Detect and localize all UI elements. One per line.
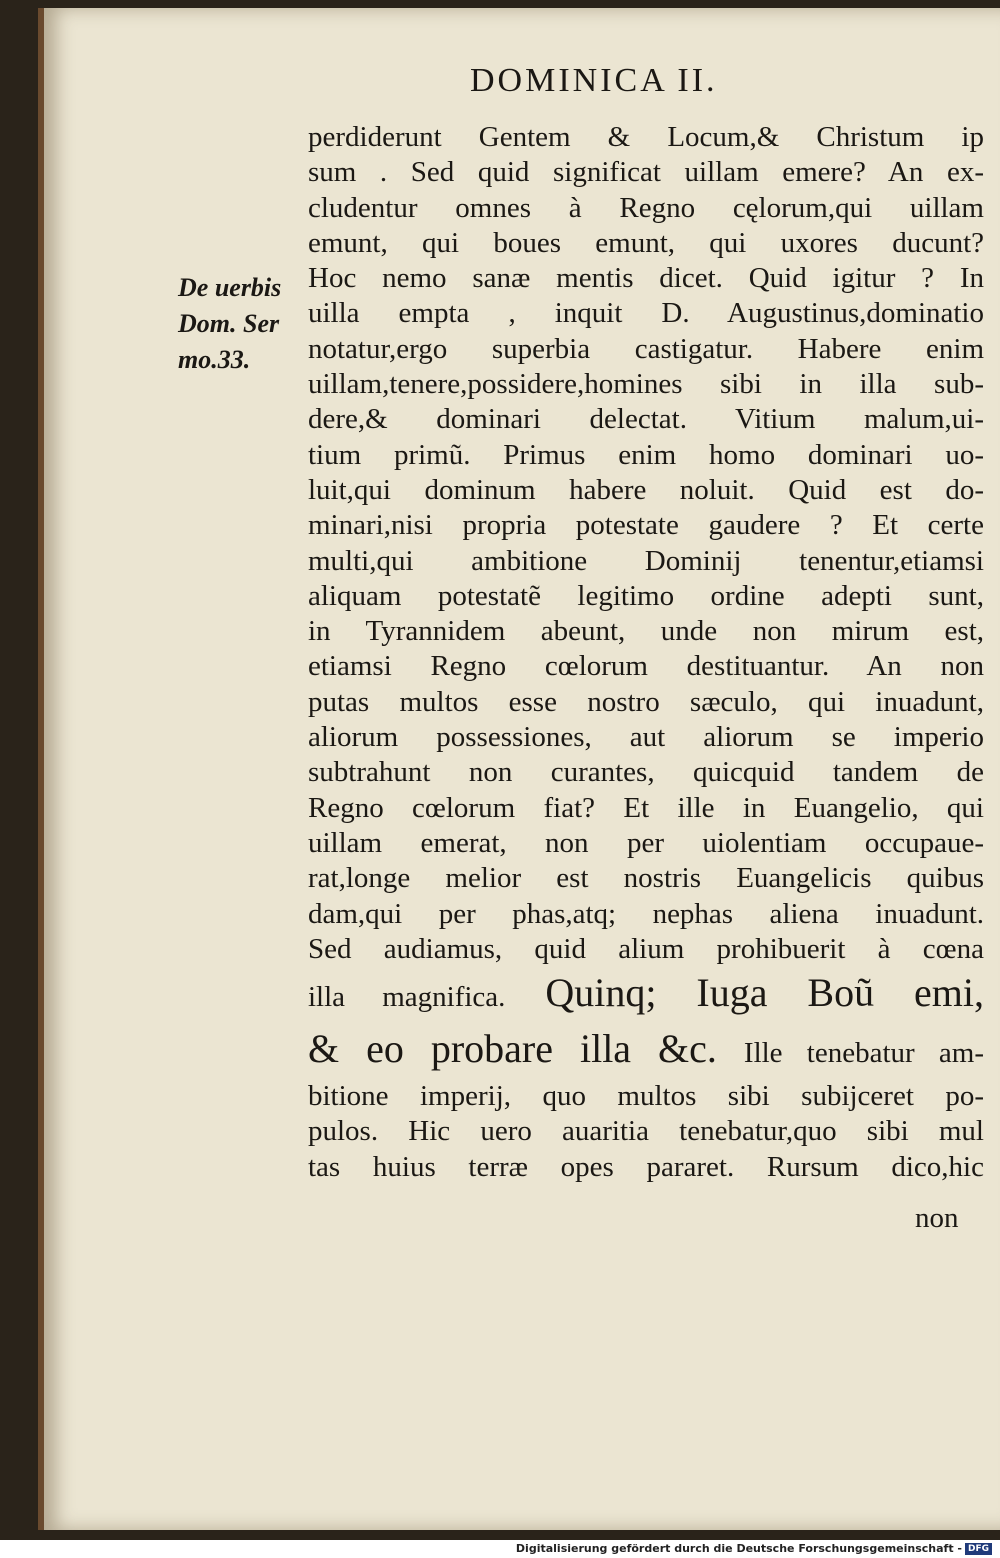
text-line: dere,& dominari delectat. Vitium malum,ui- bbox=[308, 403, 984, 436]
text-line: Regno cœlorum fiat? Et ille in Euangelio, qui bbox=[308, 791, 984, 824]
scripture-quote: & eo probare illa &c. bbox=[308, 1026, 717, 1072]
text-line: cludentur omnes à Regno cęlorum,qui uillam bbox=[308, 191, 984, 224]
text-line: in Tyrannidem abeunt, unde non mirum est, bbox=[308, 615, 984, 648]
text-line: notatur,ergo superbia castigatur. Habere enim bbox=[308, 332, 984, 365]
text-line: aliquam potestatẽ legitimo ordine adepti sunt, bbox=[308, 579, 984, 612]
text-line-mixed bbox=[308, 1023, 984, 1079]
margin-note bbox=[178, 270, 308, 378]
dfg-logo-icon: DFG bbox=[965, 1543, 992, 1555]
text-line: dam,qui per phas,atq; nephas aliena inuadunt. bbox=[308, 897, 984, 930]
text-line: sum . Sed quid significat uillam emere? An ex- bbox=[308, 156, 984, 189]
text-line: pulos. Hic uero auaritia tenebatur,quo sibi mul bbox=[308, 1115, 984, 1148]
footer-text bbox=[516, 1540, 992, 1558]
text-line: tium primũ. Primus enim homo dominari uo- bbox=[308, 438, 984, 471]
text-fragment: illa magnifica. bbox=[308, 981, 506, 1014]
text-line: luit,qui dominum habere noluit. Quid est do- bbox=[308, 473, 984, 506]
text-line: multi,qui ambitione Dominij tenentur,etiamsi bbox=[308, 544, 984, 577]
running-head: DOMINICA II. bbox=[470, 62, 718, 99]
text-line: uillam,tenere,possidere,homines sibi in illa sub- bbox=[308, 368, 984, 401]
catchword: non bbox=[915, 1202, 959, 1234]
text-line: uilla empta , inquit D. Augustinus,dominatio bbox=[308, 297, 984, 330]
text-line: Hoc nemo sanæ mentis dicet. Quid igitur ? In bbox=[308, 262, 984, 295]
text-line: etiamsi Regno cœlorum destituantur. An non bbox=[308, 650, 984, 683]
margin-note-line: Dom. Ser bbox=[178, 309, 280, 338]
footer-credit: Digitalisierung gefördert durch die Deutsche Forschungsgemeinschaft - bbox=[515, 1542, 962, 1555]
margin-note-line: mo.33. bbox=[178, 345, 251, 374]
text-line: Sed audiamus, quid alium prohibuerit à cœna bbox=[308, 932, 984, 965]
text-line: putas multos esse nostro sæculo, qui inuadunt, bbox=[308, 685, 984, 718]
text-line: rat,longe melior est nostris Euangelicis quibus bbox=[308, 862, 984, 895]
text-line: uillam emerat, non per uiolentiam occupaue- bbox=[308, 826, 984, 859]
text-line: perdiderunt Gentem & Locum,& Christum ip bbox=[308, 121, 984, 153]
text-line: tas huius terræ opes pararet. Rursum dico,hic bbox=[308, 1150, 984, 1183]
scripture-quote: Quinq; Iuga Boũ emi, bbox=[545, 970, 984, 1016]
text-line: emunt, qui boues emunt, qui uxores ducunt? bbox=[308, 226, 984, 259]
body-text bbox=[308, 120, 984, 1185]
text-line: subtrahunt non curantes, quicquid tandem de bbox=[308, 756, 984, 789]
text-line: aliorum possessiones, aut aliorum se imperio bbox=[308, 721, 984, 754]
digitization-footer bbox=[0, 1540, 1000, 1558]
text-fragment: Ille tenebatur am- bbox=[743, 1037, 984, 1070]
text-line: minari,nisi propria potestate gaudere ? Et certe bbox=[308, 509, 984, 542]
margin-note-line: De uerbis bbox=[178, 273, 282, 302]
text-line-mixed bbox=[308, 967, 984, 1023]
text-line: bitione imperij, quo multos sibi subijceret po- bbox=[308, 1080, 984, 1113]
